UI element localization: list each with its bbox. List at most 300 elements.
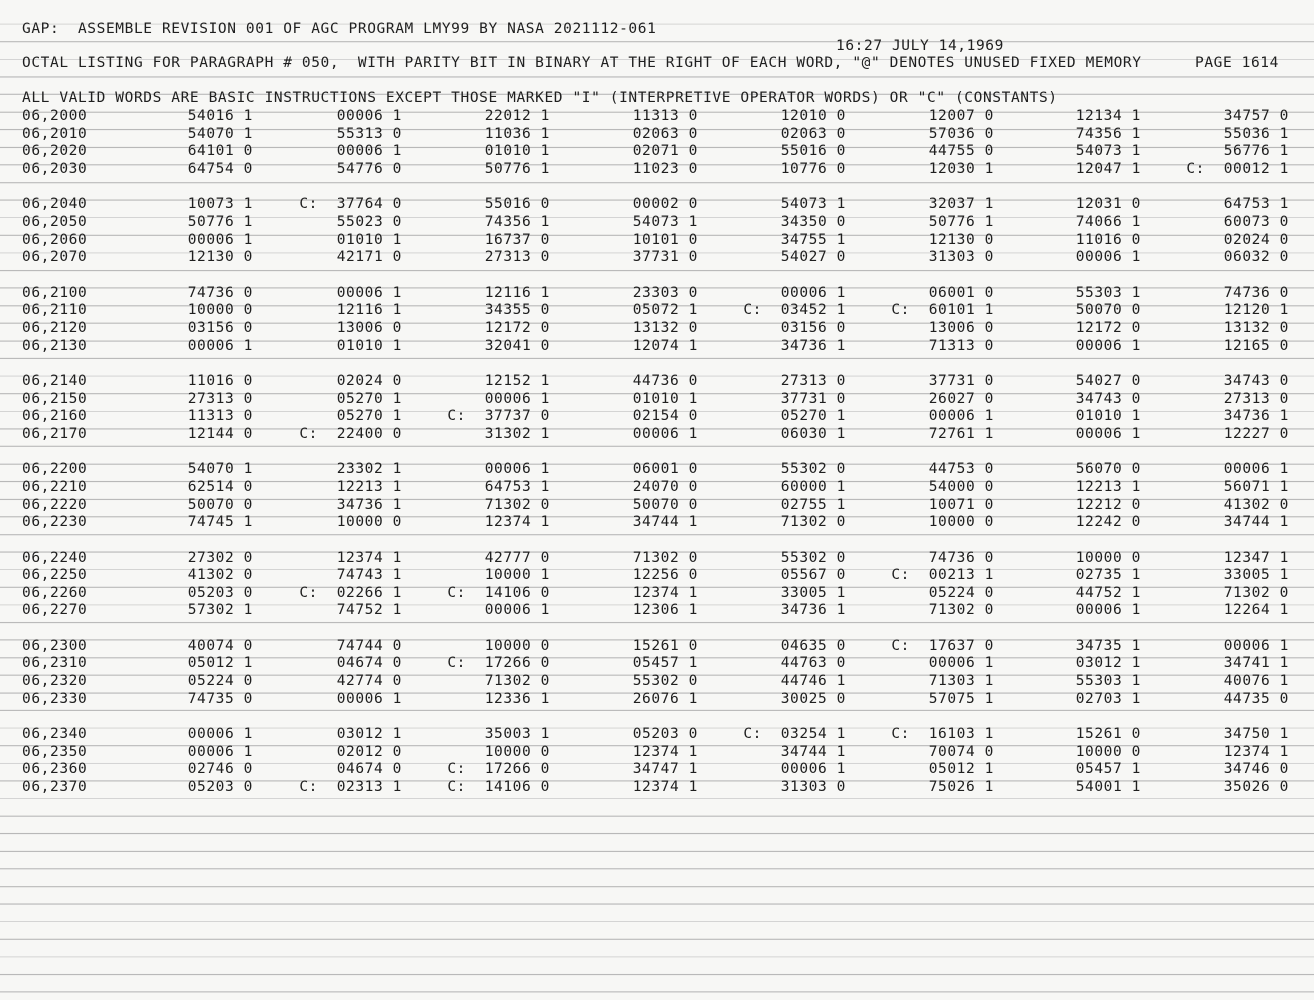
octal-word: 74356 1 (484, 213, 550, 230)
octal-word: 10071 0 (928, 496, 994, 513)
octal-word: 12120 1 (1223, 302, 1289, 319)
octal-word: 06001 0 (928, 284, 994, 301)
octal-word: 55302 0 (780, 461, 846, 478)
octal-word: 05072 1 (632, 302, 698, 319)
octal-word: 12116 1 (484, 284, 550, 301)
octal-word: 10000 1 (484, 567, 550, 584)
octal-word: 26076 1 (632, 690, 698, 707)
octal-word: 42777 0 (484, 549, 550, 566)
row-address: 06,2240 (22, 549, 88, 566)
octal-word: 12213 1 (1075, 478, 1141, 495)
octal-word: 02755 1 (780, 496, 846, 513)
octal-word: 27313 0 (187, 390, 253, 407)
octal-word: 70074 0 (928, 743, 994, 760)
octal-word: 44755 0 (928, 143, 994, 160)
listing-row (0, 638, 1314, 655)
word-type-marker: C: (299, 425, 318, 442)
row-address: 06,2270 (22, 602, 88, 619)
word-type-marker: C: (447, 408, 466, 425)
octal-word: 17637 0 (928, 637, 994, 654)
octal-word: 75026 1 (928, 779, 994, 796)
octal-word: 10000 0 (1075, 549, 1141, 566)
octal-word: 74752 1 (336, 602, 402, 619)
row-address: 06,2160 (22, 408, 88, 425)
octal-word: 12172 0 (1075, 319, 1141, 336)
row-address: 06,2110 (22, 302, 88, 319)
word-type-marker: C: (299, 196, 318, 213)
octal-word: 05270 1 (336, 390, 402, 407)
octal-word: 12242 0 (1075, 514, 1141, 531)
octal-word: 05567 0 (780, 567, 846, 584)
octal-word: 74735 0 (187, 690, 253, 707)
row-address: 06,2360 (22, 761, 88, 778)
octal-word: 11016 0 (187, 372, 253, 389)
octal-word: 37731 0 (632, 249, 698, 266)
octal-word: 00006 1 (336, 108, 402, 124)
octal-word: 23303 0 (632, 284, 698, 301)
octal-word: 50776 1 (187, 213, 253, 230)
octal-word: 02703 1 (1075, 690, 1141, 707)
listing-row (0, 514, 1314, 531)
octal-word: 74745 1 (187, 514, 253, 531)
octal-word: 00006 1 (187, 337, 253, 354)
row-address: 06,2020 (22, 143, 88, 160)
word-type-marker: C: (447, 779, 466, 796)
octal-word: 74736 0 (187, 284, 253, 301)
octal-word: 10000 0 (336, 514, 402, 531)
octal-word: 02266 1 (336, 584, 402, 601)
octal-word: 50070 0 (187, 496, 253, 513)
octal-word: 33005 1 (780, 584, 846, 601)
octal-word: 13132 0 (632, 319, 698, 336)
octal-word: 12374 1 (336, 549, 402, 566)
octal-word: 06001 0 (632, 461, 698, 478)
octal-word: 54027 0 (1075, 372, 1141, 389)
octal-word: 64101 0 (187, 143, 253, 160)
octal-word: 14106 0 (484, 779, 550, 796)
word-type-marker: C: (891, 726, 910, 743)
row-address: 06,2330 (22, 690, 88, 707)
row-address: 06,2310 (22, 655, 88, 672)
octal-word: 55023 0 (336, 213, 402, 230)
listing-row (0, 567, 1314, 584)
octal-word: 00006 1 (1075, 337, 1141, 354)
octal-word: 10776 0 (780, 160, 846, 177)
octal-word: 27313 0 (1223, 390, 1289, 407)
octal-word: 74066 1 (1075, 213, 1141, 230)
octal-word: 05203 0 (187, 779, 253, 796)
octal-word: 23302 1 (336, 461, 402, 478)
word-type-marker: C: (891, 637, 910, 654)
listing-row (0, 373, 1314, 390)
row-address: 06,2340 (22, 726, 88, 743)
octal-word: 62514 0 (187, 478, 253, 495)
octal-word: 56071 1 (1223, 478, 1289, 495)
octal-word: 74743 1 (336, 567, 402, 584)
word-type-marker: C: (743, 302, 762, 319)
octal-word: 31303 0 (780, 779, 846, 796)
row-address: 06,2130 (22, 337, 88, 354)
octal-word: 12152 1 (484, 372, 550, 389)
octal-word: 50776 1 (928, 213, 994, 230)
octal-word: 12047 1 (1075, 160, 1141, 177)
octal-word: 37737 0 (484, 408, 550, 425)
octal-word: 05457 1 (1075, 761, 1141, 778)
octal-word: 22400 0 (336, 425, 402, 442)
octal-word: 55303 1 (1075, 673, 1141, 690)
listing-row (0, 744, 1314, 761)
listing-row (0, 126, 1314, 143)
octal-word: 00006 1 (928, 655, 994, 672)
octal-word: 05203 0 (187, 584, 253, 601)
octal-word: 54070 1 (187, 125, 253, 142)
octal-word: 02063 0 (632, 125, 698, 142)
octal-word: 54073 1 (632, 213, 698, 230)
octal-word: 17266 0 (484, 761, 550, 778)
listing-row (0, 232, 1314, 249)
octal-word: 05224 0 (928, 584, 994, 601)
octal-word: 12134 1 (1075, 108, 1141, 124)
octal-word: 34743 0 (1075, 390, 1141, 407)
octal-word: 10000 0 (928, 514, 994, 531)
octal-word: 11023 0 (632, 160, 698, 177)
octal-word: 12165 0 (1223, 337, 1289, 354)
octal-word: 05012 1 (187, 655, 253, 672)
listing-row (0, 161, 1314, 178)
octal-word: 44752 1 (1075, 584, 1141, 601)
octal-word: 31303 0 (928, 249, 994, 266)
octal-word: 54027 0 (780, 249, 846, 266)
octal-word: 44763 0 (780, 655, 846, 672)
word-type-marker: C: (299, 779, 318, 796)
octal-word: 11313 0 (187, 408, 253, 425)
octal-word: 00006 1 (1223, 637, 1289, 654)
word-type-marker: C: (447, 655, 466, 672)
octal-word: 17266 0 (484, 655, 550, 672)
octal-word: 12374 1 (632, 779, 698, 796)
octal-word: 05270 1 (336, 408, 402, 425)
listing-row (0, 479, 1314, 496)
program-title: GAP: ASSEMBLE REVISION 001 OF AGC PROGRAM LMY99 BY NASA 2021112-061 (22, 21, 657, 37)
octal-word: 22012 1 (484, 108, 550, 124)
octal-word: 05224 0 (187, 673, 253, 690)
listing-description: OCTAL LISTING FOR PARAGRAPH # 050, WITH PARITY BIT IN BINARY AT THE RIGHT OF EACH WORD, "@" DENOTES UNUSED FIXED MEMORY (22, 55, 1142, 71)
octal-word: 55016 0 (780, 143, 846, 160)
octal-word: 12074 1 (632, 337, 698, 354)
octal-word: 00213 1 (928, 567, 994, 584)
octal-word: 13006 0 (928, 319, 994, 336)
octal-word: 27313 0 (780, 372, 846, 389)
octal-word: 10101 0 (632, 231, 698, 248)
row-address: 06,2220 (22, 496, 88, 513)
row-address: 06,2040 (22, 196, 88, 213)
octal-word: 05012 1 (928, 761, 994, 778)
listing-row (0, 497, 1314, 514)
listing-row (0, 285, 1314, 302)
octal-word: 64753 1 (1223, 196, 1289, 213)
listing-row (0, 726, 1314, 743)
octal-word: 54016 1 (187, 108, 253, 124)
octal-word: 37731 0 (928, 372, 994, 389)
octal-word: 71302 0 (1223, 584, 1289, 601)
octal-word: 60101 1 (928, 302, 994, 319)
octal-word: 11016 0 (1075, 231, 1141, 248)
octal-word: 05457 1 (632, 655, 698, 672)
octal-word: 00006 1 (928, 408, 994, 425)
row-address: 06,2030 (22, 160, 88, 177)
octal-word: 34736 1 (780, 602, 846, 619)
row-address: 06,2010 (22, 125, 88, 142)
octal-word: 12031 0 (1075, 196, 1141, 213)
octal-word: 00006 1 (484, 602, 550, 619)
octal-word: 34736 1 (1223, 408, 1289, 425)
octal-word: 30025 0 (780, 690, 846, 707)
octal-word: 00006 1 (632, 425, 698, 442)
row-address: 06,2150 (22, 390, 88, 407)
word-type-marker: C: (743, 726, 762, 743)
octal-word: 00006 1 (336, 143, 402, 160)
row-address: 06,2060 (22, 231, 88, 248)
octal-word: 74736 0 (1223, 284, 1289, 301)
octal-word: 27313 0 (484, 249, 550, 266)
octal-word: 10073 1 (187, 196, 253, 213)
octal-word: 11313 0 (632, 108, 698, 124)
octal-word: 02024 0 (336, 372, 402, 389)
octal-word: 34746 0 (1223, 761, 1289, 778)
octal-word: 00006 1 (187, 726, 253, 743)
listing-row (0, 196, 1314, 213)
row-address: 06,2230 (22, 514, 88, 531)
row-address: 06,2370 (22, 779, 88, 796)
octal-word: 34736 1 (780, 337, 846, 354)
octal-word: 54776 0 (336, 160, 402, 177)
octal-word: 60000 1 (780, 478, 846, 495)
octal-word: 34741 1 (1223, 655, 1289, 672)
octal-word: 24070 0 (632, 478, 698, 495)
octal-word: 10000 0 (484, 637, 550, 654)
octal-word: 50776 1 (484, 160, 550, 177)
octal-word: 15261 0 (1075, 726, 1141, 743)
octal-word: 71313 0 (928, 337, 994, 354)
octal-word: 71302 0 (632, 549, 698, 566)
row-address: 06,2170 (22, 425, 88, 442)
octal-word: 10000 0 (484, 743, 550, 760)
octal-word: 01010 1 (336, 231, 402, 248)
word-type-marker: C: (891, 567, 910, 584)
octal-word: 02024 0 (1223, 231, 1289, 248)
octal-word: 34355 0 (484, 302, 550, 319)
octal-word: 44746 1 (780, 673, 846, 690)
octal-word: 12306 1 (632, 602, 698, 619)
octal-word: 04674 0 (336, 761, 402, 778)
listing-legend: ALL VALID WORDS ARE BASIC INSTRUCTIONS EXCEPT THOSE MARKED "I" (INTERPRETIVE OPERATOR WORDS) OR "C" (CONSTANTS) (22, 90, 1058, 106)
octal-word: 12336 1 (484, 690, 550, 707)
row-address: 06,2200 (22, 461, 88, 478)
octal-word: 12172 0 (484, 319, 550, 336)
listing-row (0, 602, 1314, 619)
word-type-marker: C: (447, 761, 466, 778)
octal-word: 00012 1 (1223, 160, 1289, 177)
octal-word: 56776 1 (1223, 143, 1289, 160)
octal-word: 01010 1 (336, 337, 402, 354)
octal-word: 06030 1 (780, 425, 846, 442)
octal-word: 13132 0 (1223, 319, 1289, 336)
octal-word: 33005 1 (1223, 567, 1289, 584)
listing-row (0, 673, 1314, 690)
octal-word: 42774 0 (336, 673, 402, 690)
row-address: 06,2050 (22, 213, 88, 230)
octal-word: 64753 1 (484, 478, 550, 495)
octal-word: 12144 0 (187, 425, 253, 442)
octal-word: 54073 1 (1075, 143, 1141, 160)
octal-word: 12374 1 (632, 743, 698, 760)
octal-word: 04635 0 (780, 637, 846, 654)
octal-word: 12130 0 (928, 231, 994, 248)
row-address: 06,2100 (22, 284, 88, 301)
listing-row (0, 249, 1314, 266)
octal-word: 34755 1 (780, 231, 846, 248)
octal-word: 12227 0 (1223, 425, 1289, 442)
listing-row (0, 108, 1314, 125)
octal-word: 01010 1 (484, 143, 550, 160)
octal-word: 15261 0 (632, 637, 698, 654)
page-number: PAGE 1614 (1195, 55, 1279, 71)
octal-word: 34750 1 (1223, 726, 1289, 743)
row-address: 06,2000 (22, 108, 88, 124)
row-address: 06,2260 (22, 584, 88, 601)
octal-word: 14106 0 (484, 584, 550, 601)
octal-word: 56070 0 (1075, 461, 1141, 478)
octal-word: 00006 1 (780, 761, 846, 778)
octal-word: 00006 1 (187, 231, 253, 248)
listing-row (0, 302, 1314, 319)
octal-word: 34736 1 (336, 496, 402, 513)
octal-word: 74744 0 (336, 637, 402, 654)
octal-word: 16737 0 (484, 231, 550, 248)
listing-row (0, 461, 1314, 478)
octal-word: 71303 1 (928, 673, 994, 690)
octal-word: 13006 0 (336, 319, 402, 336)
octal-word: 37731 0 (780, 390, 846, 407)
row-address: 06,2350 (22, 743, 88, 760)
octal-word: 03254 1 (780, 726, 846, 743)
listing-row (0, 550, 1314, 567)
octal-word: 44753 0 (928, 461, 994, 478)
octal-word: 12010 0 (780, 108, 846, 124)
octal-word: 71302 0 (928, 602, 994, 619)
octal-word: 34747 1 (632, 761, 698, 778)
octal-word: 00006 1 (336, 284, 402, 301)
octal-word: 12264 1 (1223, 602, 1289, 619)
octal-word: 00006 1 (187, 743, 253, 760)
listing-row (0, 691, 1314, 708)
octal-word: 10000 0 (1075, 743, 1141, 760)
listing-row (0, 338, 1314, 355)
octal-word: 03156 0 (187, 319, 253, 336)
octal-word: 54073 1 (780, 196, 846, 213)
octal-word: 03452 1 (780, 302, 846, 319)
octal-word: 34350 0 (780, 213, 846, 230)
word-type-marker: C: (299, 584, 318, 601)
octal-word: 11036 1 (484, 125, 550, 142)
octal-word: 35003 1 (484, 726, 550, 743)
octal-word: 12130 0 (187, 249, 253, 266)
octal-word: 72761 1 (928, 425, 994, 442)
row-address: 06,2070 (22, 249, 88, 266)
octal-word: 12213 1 (336, 478, 402, 495)
octal-word: 71302 0 (780, 514, 846, 531)
octal-word: 00006 1 (1075, 249, 1141, 266)
octal-word: 01010 1 (632, 390, 698, 407)
octal-word: 26027 0 (928, 390, 994, 407)
listing-row (0, 655, 1314, 672)
octal-word: 02071 0 (632, 143, 698, 160)
octal-word: 12256 0 (632, 567, 698, 584)
octal-word: 12212 0 (1075, 496, 1141, 513)
octal-word: 12347 1 (1223, 549, 1289, 566)
octal-word: 00006 1 (1075, 602, 1141, 619)
octal-word: 12374 1 (632, 584, 698, 601)
octal-word: 00006 1 (1075, 425, 1141, 442)
octal-word: 05270 1 (780, 408, 846, 425)
octal-word: 12030 1 (928, 160, 994, 177)
octal-word: 00006 1 (336, 690, 402, 707)
octal-word: 55302 0 (632, 673, 698, 690)
octal-word: 44735 0 (1223, 690, 1289, 707)
octal-word: 34757 0 (1223, 108, 1289, 124)
octal-word: 54001 1 (1075, 779, 1141, 796)
row-address: 06,2120 (22, 319, 88, 336)
octal-word: 40076 1 (1223, 673, 1289, 690)
octal-word: 00006 1 (1223, 461, 1289, 478)
print-timestamp: 16:27 JULY 14,1969 (836, 38, 1004, 54)
row-address: 06,2140 (22, 372, 88, 389)
octal-word: 12007 0 (928, 108, 994, 124)
listing-row (0, 320, 1314, 337)
octal-word: 64754 0 (187, 160, 253, 177)
octal-word: 54000 0 (928, 478, 994, 495)
octal-word: 12116 1 (336, 302, 402, 319)
word-type-marker: C: (447, 584, 466, 601)
octal-word: 02154 0 (632, 408, 698, 425)
octal-word: 42171 0 (336, 249, 402, 266)
octal-word: 12374 1 (1223, 743, 1289, 760)
word-type-marker: C: (891, 302, 910, 319)
octal-word: 03012 1 (1075, 655, 1141, 672)
octal-word: 57075 1 (928, 690, 994, 707)
listing-row (0, 585, 1314, 602)
octal-word: 31302 1 (484, 425, 550, 442)
listing-row (0, 143, 1314, 160)
octal-word: 50070 0 (1075, 302, 1141, 319)
octal-word: 50070 0 (632, 496, 698, 513)
row-address: 06,2250 (22, 567, 88, 584)
listing-row (0, 426, 1314, 443)
octal-word: 55302 0 (780, 549, 846, 566)
octal-word: 55303 1 (1075, 284, 1141, 301)
octal-word: 41302 0 (1223, 496, 1289, 513)
octal-word: 04674 0 (336, 655, 402, 672)
octal-word: 55016 0 (484, 196, 550, 213)
octal-word: 00002 0 (632, 196, 698, 213)
octal-word: 02012 0 (336, 743, 402, 760)
octal-word: 34735 1 (1075, 637, 1141, 654)
octal-word: 32037 1 (928, 196, 994, 213)
octal-word: 27302 0 (187, 549, 253, 566)
listing-row (0, 408, 1314, 425)
octal-word: 35026 0 (1223, 779, 1289, 796)
octal-word: 32041 0 (484, 337, 550, 354)
